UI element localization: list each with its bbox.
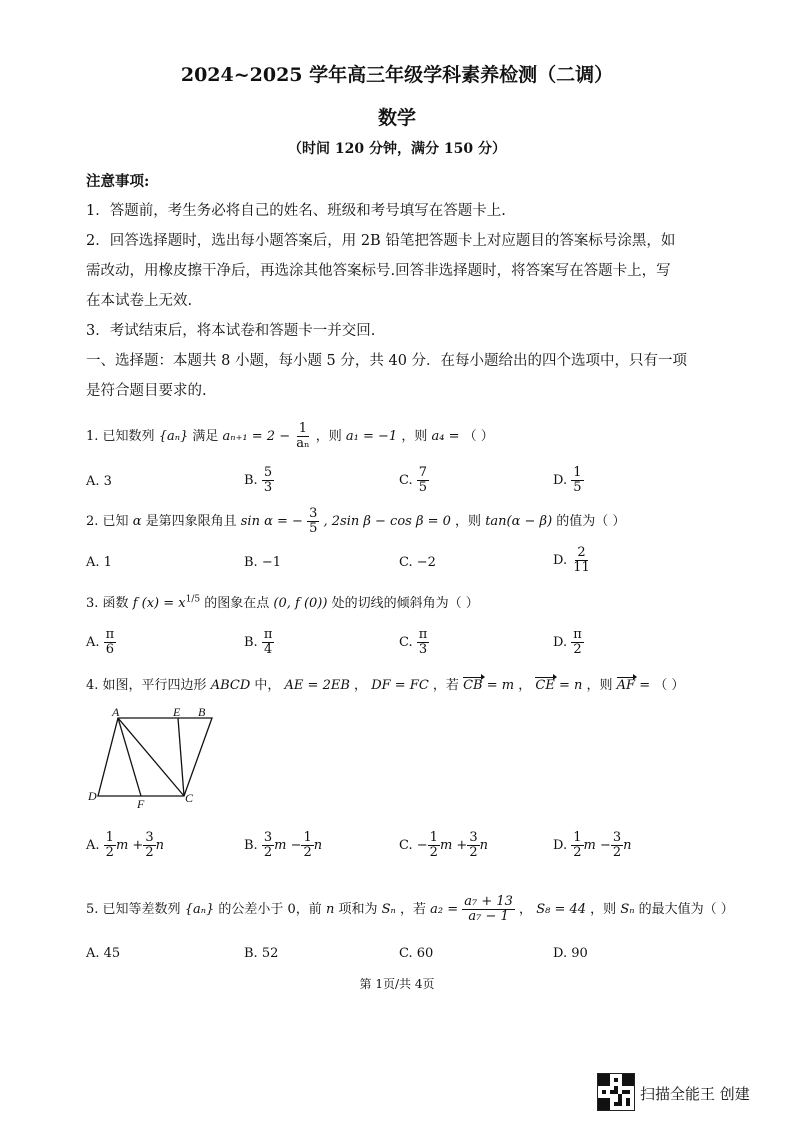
note-3: 3．考试结束后，将本试卷和答题卡一并交回. bbox=[86, 323, 376, 339]
q2-fraction: $\frac{3}{5}$ bbox=[309, 506, 318, 536]
q1-option-b: B. $\frac{5}{3}$ bbox=[244, 465, 273, 495]
label-c: C bbox=[185, 791, 194, 805]
segment-af bbox=[118, 718, 141, 796]
label-d: D bbox=[88, 789, 97, 803]
q2-option-c: C. −2 bbox=[399, 555, 436, 570]
q4-option-c: C. − $\frac{1}{2}$ m + $\frac{3}{2}$ n bbox=[399, 830, 488, 860]
label-e: E bbox=[173, 705, 181, 719]
q1-ask: a₄ = bbox=[431, 429, 460, 444]
q1-option-d: D. $\frac{1}{5}$ bbox=[553, 465, 582, 495]
segment-ac bbox=[118, 718, 184, 796]
parallelogram-abcd bbox=[98, 718, 212, 796]
note-2-line-1: 2．回答选择题时，选出每小题答案后，用 2B 铅笔把答题卡上对应题目的答案标号涂黑，如 bbox=[86, 233, 676, 249]
question-3: 3. 函数 f $(x) = x^{1/5}$ 的图象在点 (0, f (0)) 处的切线的倾斜角为（ ） bbox=[86, 594, 479, 611]
notes-heading: 注意事项: bbox=[86, 173, 150, 190]
q2-option-a: A. 1 bbox=[86, 555, 112, 570]
note-2-line-3: 在本试卷上无效. bbox=[86, 293, 193, 309]
q1-option-a: A. 3 bbox=[86, 474, 112, 489]
label-f: F bbox=[137, 797, 145, 811]
q3-exponent: 1/5 bbox=[185, 594, 201, 605]
vector-ce: CE bbox=[535, 678, 555, 693]
exam-title: 2024~2025 学年高三年级学科素养检测（二调） bbox=[180, 64, 614, 86]
note-1: 1．答题前，考生务必将自己的姓名、班级和考号填写在答题卡上. bbox=[86, 203, 506, 219]
vector-cb: CB bbox=[463, 678, 483, 693]
q3-option-a: A. $\frac{\pi}{6}$ bbox=[86, 627, 115, 657]
section-1-heading-line-2: 是符合题目要求的. bbox=[86, 383, 207, 399]
label-b: B bbox=[198, 705, 206, 719]
scanner-brand-text: 扫描全能王 创建 bbox=[640, 1085, 750, 1103]
section-1-heading-line-1: 一、选择题：本题共 8 小题，每小题 5 分，共 40 分．在每小题给出的四个选项中，只有一项 bbox=[86, 353, 688, 369]
q4-option-d: D. $\frac{1}{2}$ m − $\frac{3}{2}$ n bbox=[553, 830, 632, 860]
q5-option-c: C. 60 bbox=[399, 946, 434, 961]
q2-option-b: B. −1 bbox=[244, 555, 281, 570]
q1-recurrence: aₙ₊₁ = 2 − bbox=[222, 429, 291, 444]
question-2: 2. 已知 α 是第四象限角且 sin α = − $\frac{3}{5}$ , 2sin β − cos β = 0 ，则 tan(α − β) 的值为（ ） bbox=[86, 506, 626, 536]
q5-option-b: B. 52 bbox=[244, 946, 279, 961]
q4-option-a: A. $\frac{1}{2}$ m + $\frac{3}{2}$ n bbox=[86, 830, 164, 860]
q5-option-a: A. 45 bbox=[86, 946, 121, 961]
q4-option-b: B. $\frac{3}{2}$ m − $\frac{1}{2}$ n bbox=[244, 830, 323, 860]
q5-fraction: $\frac{\text{a₇ + 13}}{\text{a₇ − 1}}$ bbox=[464, 894, 513, 924]
question-4: 4. 如图，平行四边形 ABCD 中， AE = 2EB ， DF = FC ，若 CB = m ， CE = n ，则 AF = （ ） bbox=[86, 678, 685, 693]
q2-option-d: D. $\frac{2}{11}$ bbox=[553, 545, 590, 575]
q1-sequence: {aₙ} bbox=[158, 429, 189, 444]
question-1: 1. 已知数列 {aₙ} 满足 aₙ₊₁ = 2 − $\frac{1}{\text{aₙ}}$ ，则 a₁ = −1 ，则 a₄ = （ ） bbox=[86, 421, 494, 451]
note-2-line-2: 需改动，用橡皮擦干净后，再选涂其他答案标号.回答非选择题时，将答案写在答题卡上，写 bbox=[86, 263, 671, 279]
q3-option-d: D. $\frac{\pi}{2}$ bbox=[553, 627, 582, 657]
qr-code-icon bbox=[597, 1073, 635, 1111]
q1-initial-condition: a₁ = −1 bbox=[345, 429, 398, 444]
question-5: 5. 已知等差数列 {aₙ} 的公差小于 0，前 n 项和为 Sₙ ，若 a₂ = $\frac{\text{a₇ + 13}}{\text{a₇ − 1}}$ ， S₈ = 44 ，则 Sₙ 的最大值为（ ） bbox=[86, 894, 734, 924]
q5-option-d: D. 90 bbox=[553, 946, 588, 961]
page-number: 第 1页/共 4页 bbox=[359, 977, 435, 991]
label-a: A bbox=[112, 705, 120, 719]
vector-af: AF bbox=[616, 678, 636, 693]
time-info: （时间 120 分钟，满分 150 分） bbox=[288, 141, 506, 157]
parallelogram-figure bbox=[84, 704, 224, 814]
q1-option-c: C. $\frac{7}{5}$ bbox=[399, 465, 428, 495]
q1-fraction: $\frac{1}{\text{aₙ}}$ bbox=[296, 421, 310, 451]
q3-option-b: B. $\frac{\pi}{4}$ bbox=[244, 627, 273, 657]
subject-title: 数学 bbox=[377, 107, 416, 129]
segment-ec bbox=[178, 718, 184, 796]
q3-option-c: C. $\frac{\pi}{3}$ bbox=[399, 627, 428, 657]
